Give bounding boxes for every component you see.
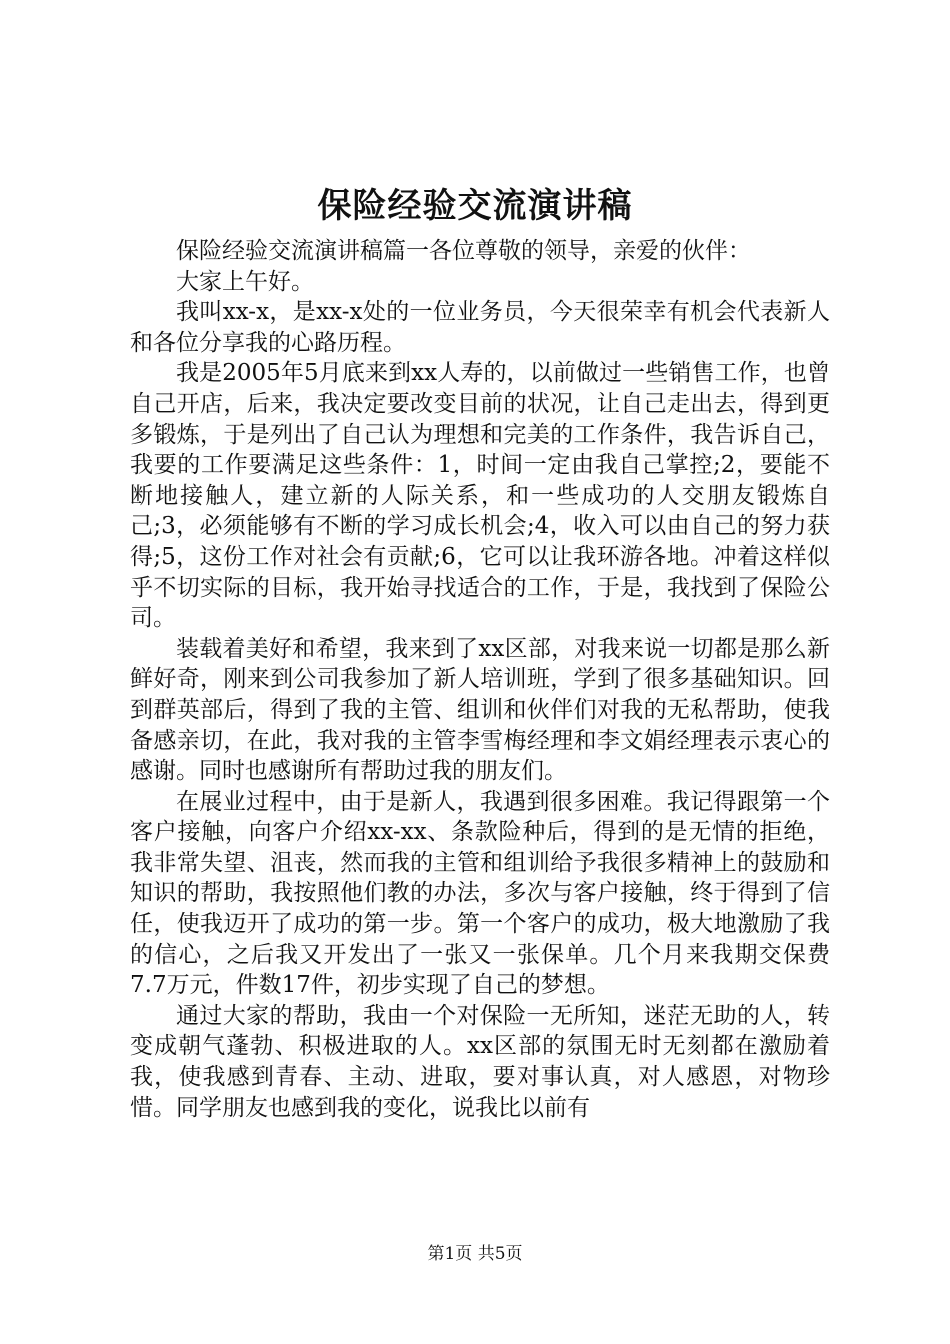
page-footer: 第1页 共5页 (427, 1244, 523, 1264)
paragraph-growth: 通过大家的帮助，我由一个对保险一无所知，迷茫无助的人，转变成朝气蓬勃、积极进取的人。xx区部的氛围无时无刻都在激励着我，使我感到青春、主动、进取，要对事认真，对人感恩，对物珍惜。同学朋友也感到我的变化，说我比以前有 (130, 1002, 830, 1121)
paragraph-introduction: 我叫xx-x，是xx-x处的一位业务员，今天很荣幸有机会代表新人和各位分享我的心路历程。 (130, 299, 830, 356)
document-body (130, 236, 830, 1123)
paragraph-first-client: 在展业过程中，由于是新人，我遇到很多困难。我记得跟第一个客户接触，向客户介绍xx-xx、条款险种后，得到的是无情的拒绝，我非常失望、沮丧，然而我的主管和组训给予我很多精神上的鼓励和知识的帮助，我按照他们教的办法，多次与客户接触，终于得到了信任，使我迈开了成功的第一步。第一个客户的成功，极大地激励了我的信心，之后我又开发出了一张又一张保单。几个月来我期交保费7.7万元，件数17件，初步实现了自己的梦想。 (130, 788, 830, 999)
paragraph-morning: 大家上午好。 (176, 268, 314, 295)
paragraph-joining: 装载着美好和希望，我来到了xx区部，对我来说一切都是那么新鲜好奇，刚来到公司我参加了新人培训班，学到了很多基础知识。回到群英部后，得到了我的主管、组训和伙伴们对我的无私帮助，使我备感亲切，在此，我对我的主管李雪梅经理和李文娟经理表示衷心的感谢。同时也感谢所有帮助过我的朋友们。 (130, 635, 830, 785)
document-title: 保险经验交流演讲稿 (317, 186, 633, 226)
paragraph-background: 我是2005年5月底来到xx人寿的，以前做过一些销售工作，也曾自己开店，后来，我决定要改变目前的状况，让自己走出去，得到更多锻炼，于是列出了自己认为理想和完美的工作条件，我告诉自己，我要的工作要满足这些条件：1，时间一定由我自己掌控;2，要能不断地接触人，建立新的人际关系，和一些成功的人交朋友锻炼自己;3，必须能够有不断的学习成长机会;4，收入可以由自己的努力获得;5，这份工作对社会有贡献;6，它可以让我环游各地。冲着这样似乎不切实际的目标，我开始寻找适合的工作，于是，我找到了保险公司。 (130, 360, 830, 632)
paragraph-greeting: 保险经验交流演讲稿篇一各位尊敬的领导，亲爱的伙伴： (176, 238, 751, 264)
